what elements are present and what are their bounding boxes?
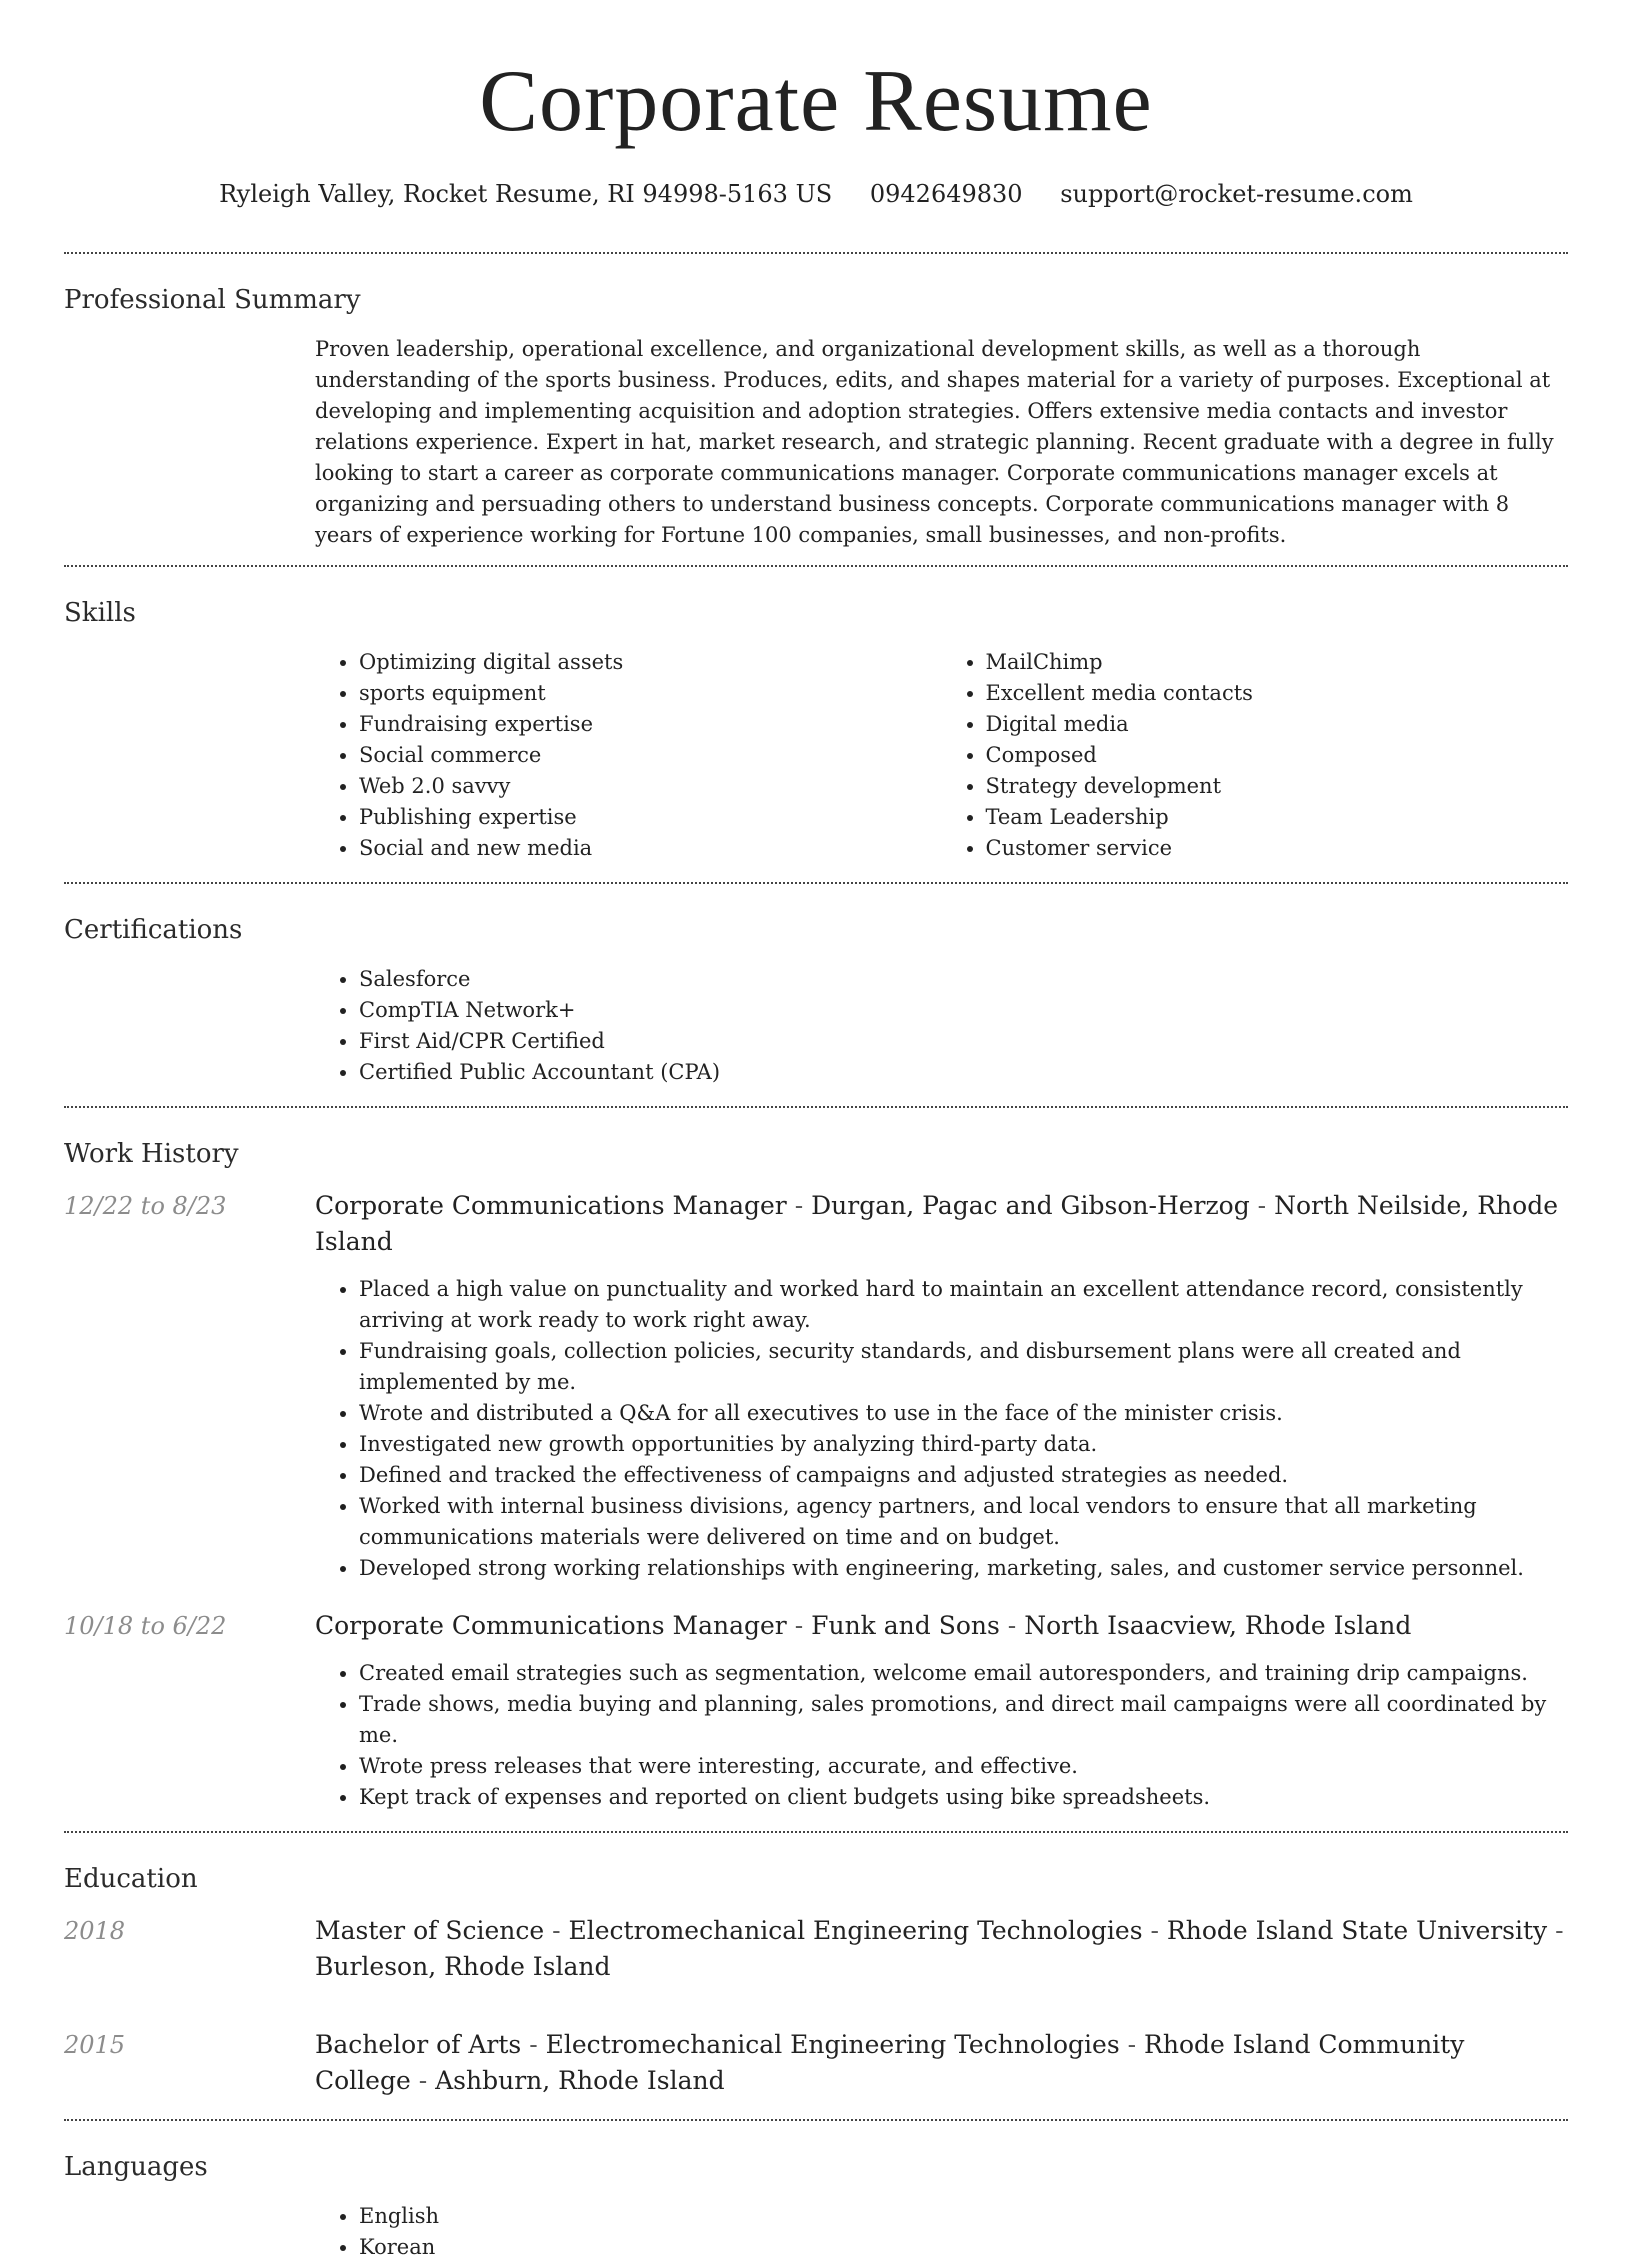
education-degree: Bachelor of Arts: [315, 2030, 522, 2059]
work-history-section: [0, 1108, 1632, 1831]
certification-item: • Salesforce: [359, 964, 1568, 995]
language-item: • English: [359, 2201, 1568, 2232]
job-bullets: [315, 1658, 1568, 1813]
education-entry: [64, 1913, 1568, 2003]
skill-item: • Social commerce: [359, 740, 942, 771]
skill-item: • Publishing expertise: [359, 802, 942, 833]
job-entry: [64, 1608, 1568, 1813]
education-date: 2018: [64, 1917, 126, 1945]
summary-text: Proven leadership, operational excellence, and organizational development skills, as well as a thorough understanding of the sports business. Produces, edits, and shapes material for a variety of purposes. Exceptional at developing and implementing acquisition and adoption strategies. Offers extensive media contacts and investor relations experience. Expert in hat, market research, and strategic planning. Recent graduate with a degree in fully looking to start a career as corporate communications manager. Corporate communications manager excels at organizing and persuading others to understand business concepts. Corporate communications manager with 8 years of experience working for Fortune 100 companies, small businesses, and non-profits.: [315, 337, 1554, 547]
skills-list-right: [942, 647, 1569, 864]
job-body: [315, 1608, 1568, 1813]
certification-item: • Certified Public Accountant (CPA): [359, 1057, 1568, 1088]
education-body: [315, 1913, 1568, 2003]
job-bullet: • Wrote and distributed a Q&A for all executives to use in the face of the minister crisis.: [359, 1398, 1568, 1429]
languages-content: [315, 2201, 1568, 2263]
resume-header: [0, 0, 1632, 208]
languages-section: [0, 2121, 1632, 2263]
job-company: Durgan, Pagac and Gibson-Herzog: [811, 1191, 1250, 1220]
education-entry: [64, 2027, 1568, 2117]
contact-email: support@rocket-resume.com: [1060, 180, 1413, 208]
skill-item: • MailChimp: [986, 647, 1569, 678]
job-company: Funk and Sons: [811, 1611, 1000, 1640]
skill-item: • Web 2.0 savvy: [359, 771, 942, 802]
job-title: Corporate Communications Manager: [315, 1611, 787, 1640]
job-bullet: • Fundraising goals, collection policies, security standards, and disbursement plans were all created and implemented by me.: [359, 1336, 1568, 1398]
job-bullets: [315, 1274, 1568, 1584]
education-heading: Education: [64, 1864, 198, 1894]
skill-item: • Digital media: [986, 709, 1569, 740]
job-bullet: • Investigated new growth opportunities by analyzing third-party data.: [359, 1429, 1568, 1460]
education-location: Ashburn, Rhode Island: [435, 2066, 725, 2095]
certifications-list: [315, 964, 1568, 1088]
summary-content: [315, 334, 1568, 565]
contact-address: Ryleigh Valley, Rocket Resume, RI 94998-5163 US: [219, 180, 833, 208]
education-date: 2015: [64, 2031, 126, 2059]
job-heading: Corporate Communications Manager - Durgan, Pagac and Gibson-Herzog - North Neilside, Rhode Island: [315, 1191, 1559, 1256]
job-bullet: • Defined and tracked the effectiveness of campaigns and adjusted strategies as needed.: [359, 1460, 1568, 1491]
skill-item: • Social and new media: [359, 833, 942, 864]
education-field: Electromechanical Engineering Technologies: [568, 1916, 1143, 1945]
job-heading: Corporate Communications Manager - Funk and Sons - North Isaacview, Rhode Island: [315, 1611, 1412, 1640]
job-date: 10/18 to 6/22: [64, 1612, 227, 1640]
skills-section: [0, 567, 1632, 882]
skill-item: • Composed: [986, 740, 1569, 771]
skills-columns: [315, 647, 1568, 864]
skill-item: • sports equipment: [359, 678, 942, 709]
job-bullet: • Worked with internal business divisions, agency partners, and local vendors to ensure that all marketing communications materials were delivered on time and on budget.: [359, 1491, 1568, 1553]
skill-item: • Team Leadership: [986, 802, 1569, 833]
summary-heading: Professional Summary: [64, 285, 361, 315]
skill-item: • Excellent media contacts: [986, 678, 1569, 709]
contact-phone: 0942649830: [869, 180, 1023, 208]
job-bullet: • Wrote press releases that were interesting, accurate, and effective.: [359, 1751, 1568, 1782]
job-title: Corporate Communications Manager: [315, 1191, 787, 1220]
skills-heading: Skills: [64, 598, 136, 628]
job-bullet: • Trade shows, media buying and planning, sales promotions, and direct mail campaigns were all coordinated by me.: [359, 1689, 1568, 1751]
work-history-heading: Work History: [64, 1139, 239, 1169]
summary-section: [0, 254, 1632, 565]
skills-list-left: [315, 647, 942, 864]
skill-item: • Optimizing digital assets: [359, 647, 942, 678]
education-heading-line: Master of Science - Electromechanical Engineering Technologies - Rhode Island State University - Burleson, Rhode Island: [315, 1916, 1564, 1981]
education-degree: Master of Science: [315, 1916, 545, 1945]
certifications-section: [0, 884, 1632, 1106]
job-body: [315, 1188, 1568, 1584]
job-bullet: • Placed a high value on punctuality and worked hard to maintain an excellent attendance record, consistently arriving at work ready to work right away.: [359, 1274, 1568, 1336]
job-location: North Neilside, Rhode Island: [315, 1191, 1559, 1256]
certification-item: • CompTIA Network+: [359, 995, 1568, 1026]
language-item: • Korean: [359, 2232, 1568, 2263]
job-bullet: • Created email strategies such as segmentation, welcome email autoresponders, and training drip campaigns.: [359, 1658, 1568, 1689]
job-location: North Isaacview, Rhode Island: [1024, 1611, 1412, 1640]
job-date: 12/22 to 8/23: [64, 1192, 227, 1220]
skill-item: • Customer service: [986, 833, 1569, 864]
certifications-content: [315, 964, 1568, 1088]
education-heading-line: Bachelor of Arts - Electromechanical Engineering Technologies - Rhode Island Community College - Ashburn, Rhode Island: [315, 2030, 1465, 2095]
education-body: [315, 2027, 1568, 2117]
contact-line: [0, 180, 1632, 208]
education-location: Burleson, Rhode Island: [315, 1952, 611, 1981]
education-school: Rhode Island State University: [1166, 1916, 1548, 1945]
education-section: [0, 1833, 1632, 2119]
languages-list: [315, 2201, 1568, 2263]
skill-item: • Strategy development: [986, 771, 1569, 802]
skill-item: • Fundraising expertise: [359, 709, 942, 740]
education-field: Electromechanical Engineering Technologies: [545, 2030, 1120, 2059]
job-bullet: • Kept track of expenses and reported on client budgets using bike spreadsheets.: [359, 1782, 1568, 1813]
certification-item: • First Aid/CPR Certified: [359, 1026, 1568, 1057]
resume-title: Corporate Resume: [479, 53, 1153, 150]
job-bullet: • Developed strong working relationships with engineering, marketing, sales, and customer service personnel.: [359, 1553, 1568, 1584]
education-school: Rhode Island Community College: [315, 2030, 1465, 2095]
job-entry: [64, 1188, 1568, 1584]
languages-heading: Languages: [64, 2152, 208, 2182]
certifications-heading: Certifications: [64, 915, 243, 945]
